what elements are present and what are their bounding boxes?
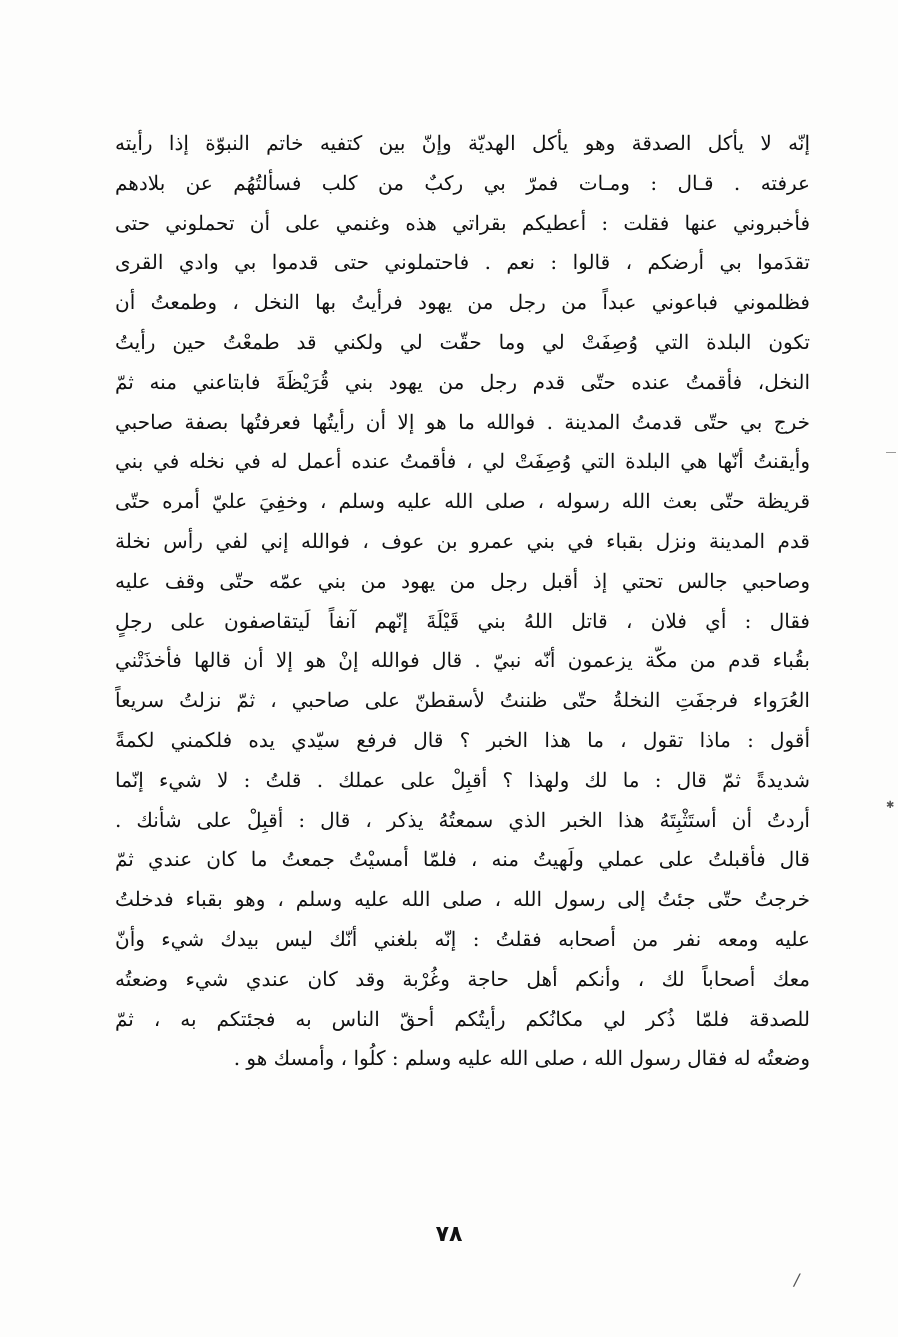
text-line: معك أصحاباً لك ، وأنكم أهل حاجة وغُرْبة وقد كان عندي شيء وضعتُه bbox=[115, 966, 810, 991]
margin-slash-mark: / bbox=[794, 1270, 800, 1289]
text-line: إنّه لا يأكل الصدقة وهو يأكل الهديّة وإنّ بين كتفيه خاتم النبوّة إذا رأيته bbox=[115, 131, 810, 155]
text-line: خرجتُ حتّى جئتُ إلى رسول الله ، صلى الله عليه وسلم ، وهو بقباء فدخلتُ bbox=[115, 887, 810, 912]
text-line: أردتُ أن أستَثْبِتَهُ هذا الخبر الذي سمعتُهُ يذكر ، قال : أقبِلْ على شأنك . bbox=[115, 807, 810, 832]
text-line: تقدَموا بي أرضكم ، قالوا : نعم . فاحتملوني حتى قدموا بي وادي القرى bbox=[115, 250, 810, 275]
text-line: وصاحبي جالس تحتي إذ أقبل رجل من يهود من بني عمّه حتّى وقف عليه bbox=[115, 568, 810, 593]
text-line: تكون البلدة التي وُصِفَتْ لي وما حقّت لي ولكني قد طمعْتُ حين رأيتُ bbox=[115, 329, 810, 354]
text-line: قدم المدينة ونزل بقباء في بني عمرو بن عوف ، فوالله إني لفي رأس نخلة bbox=[115, 528, 810, 553]
text-line: وأيقنتُ أنّها هي البلدة التي وُصِفَتْ لي ، فأقمتُ عنده أعمل له في نخله في بني bbox=[115, 449, 810, 474]
page-number: ٧٨ bbox=[435, 1222, 463, 1247]
text-line: قريظة حتّى بعث الله رسوله ، صلى الله عليه وسلم ، وخفِيَ عليّ أمره حتّى bbox=[115, 489, 810, 514]
text-line: أقول : ماذا تقول ، ما هذا الخبر ؟ قال فرفع سيّدي يده فلكمني لكمةً bbox=[115, 727, 810, 752]
text-line: فأخبروني عنها فقلت : أعطيكم بقراتي هذه وغنمي على أن تحملوني حتى bbox=[115, 210, 810, 235]
text-line: قال فأقبلتُ على عملي ولَهيتُ منه ، فلمّا أمسيْتُ جمعتُ ما كان عندي ثمّ bbox=[115, 847, 810, 872]
body-text bbox=[115, 124, 810, 1079]
text-line: عليه ومعه نفر من أصحابه فقلتُ : إنّه بلغني أنّك ليس بيدك شيء وأنّ bbox=[115, 926, 810, 951]
margin-tick-mark bbox=[886, 452, 896, 453]
text-line: فقال : أي فلان ، قاتل اللهُ بني قَيْلَةَ إنّهم آنفاً لَيتقاصفون على رجلٍ bbox=[115, 608, 810, 633]
text-line: عرفته . قـال : ومـات فمرّ بي ركبٌ من كلب فسألتُهُم عن بلادهم bbox=[115, 170, 810, 195]
text-line: بقُباء قدم من مكّة يزعمون أنّه نبيّ . قال فوالله إنْ هو إلا أن قالها فأخذَتْني bbox=[115, 648, 810, 673]
text-line: للصدقة فلمّا ذُكر لي مكانُكم رأيتُكم أحقّ الناس به فجئتكم به ، ثمّ bbox=[115, 1006, 810, 1031]
text-line: خرج بي حتّى قدمتُ المدينة . فوالله ما هو إلا أن رأيتُها فعرفتُها بصفة صاحبي bbox=[115, 409, 810, 434]
text-line: شديدةً ثمّ قال : ما لك ولهذا ؟ أقبِلْ على عملك . قلتُ : لا شيء إنّما bbox=[115, 767, 810, 792]
text-line: النخل، فأقمتُ عنده حتّى قدم رجل من يهود بني قُرَيْظَةَ فابتاعني منه ثمّ bbox=[115, 369, 810, 394]
text-line: فظلموني فباعوني عبداً من رجل من يهود فرأيتُ بها النخل ، وطمعتُ أن bbox=[115, 290, 810, 315]
text-line: وضعتُه له فقال رسول الله ، صلى الله عليه وسلم : كلُوا ، وأمسك هو . bbox=[233, 1046, 810, 1071]
margin-speck-mark: ✱ bbox=[886, 800, 895, 811]
text-line: العُرَواء فرجفَتِ النخلةُ حتّى ظننتُ لأسقطنّ على صاحبي ، ثمّ نزلتُ سريعاً bbox=[115, 688, 810, 713]
